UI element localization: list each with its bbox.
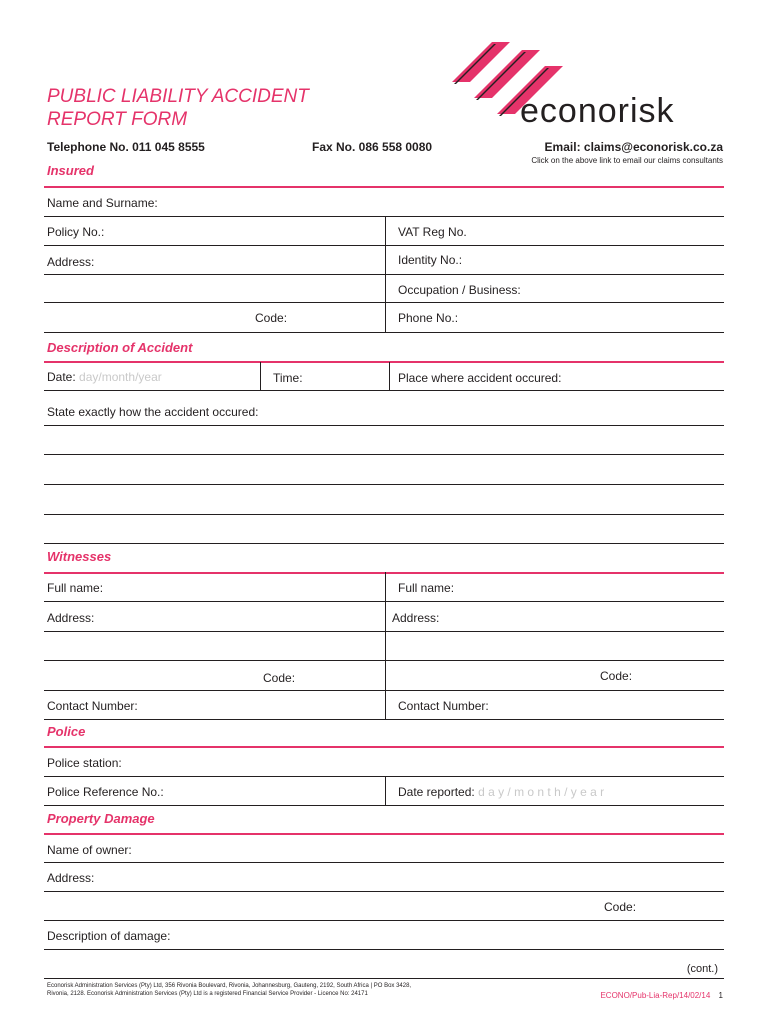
owner-name-field[interactable]: Name of owner: xyxy=(47,843,132,857)
legal-line-2: Rivonia, 2128. Econorisk Administration Services (Pty) Ltd is a registered Financial Service Provider - Licence No: 24171 xyxy=(47,991,368,997)
witness2-name-field[interactable]: Full name: xyxy=(398,581,455,595)
date-label: Date: xyxy=(47,370,76,384)
insured-code-field[interactable]: Code: xyxy=(255,311,288,325)
damage-description-field[interactable]: Description of damage: xyxy=(47,929,171,943)
date-reported-field[interactable] xyxy=(398,785,604,799)
telephone: Telephone No. 011 045 8555 xyxy=(47,140,205,154)
form-reference xyxy=(600,991,723,1000)
legal-line-1: Econorisk Administration Services (Pty) Ltd, 356 Rivonia Boulevard, Rivonia, Johannesburg, Gauteng, 2192, South Africa | PO Box 3428, xyxy=(47,983,412,989)
witness1-address-field[interactable]: Address: xyxy=(47,611,95,625)
witness1-code-field[interactable]: Code: xyxy=(263,671,296,685)
witness2-contact-field[interactable]: Contact Number: xyxy=(398,699,489,713)
econorisk-logo xyxy=(452,42,722,132)
witness2-code-field[interactable]: Code: xyxy=(600,669,633,683)
email-note: Click on the above link to email our claims consultants xyxy=(531,156,723,165)
title-line-1: PUBLIC LIABILITY ACCIDENT xyxy=(47,86,309,107)
footer-legal xyxy=(47,982,411,998)
email-link[interactable]: Email: claims@econorisk.co.za xyxy=(544,140,723,154)
section-police: Police xyxy=(47,724,86,739)
witness1-contact-field[interactable]: Contact Number: xyxy=(47,699,138,713)
date-placeholder: day/month/year xyxy=(79,370,162,384)
phone-no-field[interactable]: Phone No.: xyxy=(398,311,459,325)
continued-note: (cont.) xyxy=(686,963,718,975)
police-station-field[interactable]: Police station: xyxy=(47,756,122,770)
police-reference-field[interactable]: Police Reference No.: xyxy=(47,785,164,799)
section-accident: Description of Accident xyxy=(47,340,193,355)
section-witnesses: Witnesses xyxy=(47,549,112,564)
policy-no-field[interactable]: Policy No.: xyxy=(47,225,105,239)
vat-reg-field[interactable]: VAT Reg No. xyxy=(398,225,467,239)
name-surname-field[interactable]: Name and Surname: xyxy=(47,196,158,210)
property-code-field[interactable]: Code: xyxy=(604,900,637,914)
insured-address-field[interactable]: Address: xyxy=(47,255,95,269)
witness2-address-field[interactable]: Address: xyxy=(392,611,440,625)
reference-code: ECONO/Pub-Lia-Rep/14/02/14 xyxy=(600,991,711,1000)
section-insured: Insured xyxy=(47,163,94,178)
form-title xyxy=(47,85,309,131)
title-line-2: REPORT FORM xyxy=(47,109,188,130)
logo-wordmark: econorisk xyxy=(520,92,675,130)
occupation-field[interactable]: Occupation / Business: xyxy=(398,283,521,297)
fax: Fax No. 086 558 0080 xyxy=(312,140,433,154)
accident-time-field[interactable]: Time: xyxy=(273,371,303,385)
accident-place-field[interactable]: Place where accident occured: xyxy=(398,371,562,385)
accident-description-field[interactable]: State exactly how the accident occured: xyxy=(47,405,259,419)
property-address-field[interactable]: Address: xyxy=(47,871,95,885)
accident-date-field[interactable] xyxy=(47,370,162,384)
witness1-name-field[interactable]: Full name: xyxy=(47,581,104,595)
date-reported-label: Date reported: xyxy=(398,785,475,799)
section-property: Property Damage xyxy=(47,811,155,826)
identity-no-field[interactable]: Identity No.: xyxy=(398,253,463,267)
date-reported-placeholder: d a y / m o n t h / y e a r xyxy=(478,785,605,799)
page-number: 1 xyxy=(718,991,723,1000)
